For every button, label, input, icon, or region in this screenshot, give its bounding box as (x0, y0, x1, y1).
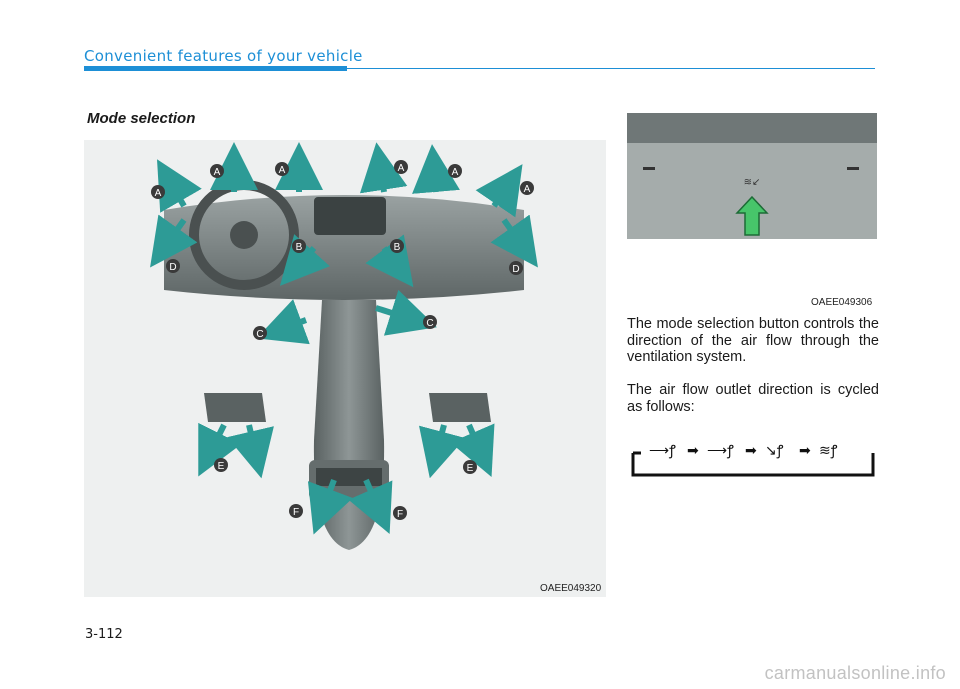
figure-code: OAEE049320 (540, 583, 602, 594)
svg-text:E: E (466, 463, 474, 474)
paragraph-2: The air flow outlet direction is cycled as follows: (627, 382, 879, 415)
svg-text:C: C (426, 318, 434, 329)
mode-button-illustration (627, 113, 877, 309)
watermark: carmanualsonline.info (764, 663, 946, 683)
figure-code-small: OAEE049306 (811, 297, 873, 308)
header-section-title: Convenient features of your vehicle (84, 47, 363, 65)
infotainment-screen (314, 197, 386, 235)
svg-text:A: A (451, 167, 459, 178)
paragraph-1: The mode selection button controls the direction of the air flow through the ventilation system. (627, 316, 879, 365)
svg-text:B: B (393, 242, 401, 253)
svg-text:D: D (512, 264, 520, 275)
header-rule (347, 68, 875, 69)
arrow-icon: ➡ (687, 442, 699, 458)
svg-text:A: A (523, 184, 531, 195)
svg-text:F: F (292, 507, 300, 518)
face-floor-mode-icon: ⟶ꝭ (707, 442, 734, 458)
svg-text:C: C (256, 329, 264, 340)
arrow-icon: ➡ (745, 442, 757, 458)
floor-defrost-mode-icon: ≋ꝭ (819, 442, 838, 458)
floor-vent-right (429, 393, 491, 422)
mode-icon: ≋↙ (743, 177, 761, 188)
svg-text:E: E (217, 461, 225, 472)
mode-cycle-svg (629, 433, 877, 479)
page-number: 3-112 (85, 627, 123, 642)
dashboard-airflow-illustration (84, 140, 606, 597)
mode-button-svg (627, 113, 877, 309)
svg-text:D: D (169, 262, 177, 273)
svg-text:A: A (154, 188, 162, 199)
svg-text:A: A (278, 165, 286, 176)
svg-text:F: F (396, 509, 404, 520)
mode-cycle-diagram (629, 433, 877, 479)
dashboard-illustration-svg (84, 140, 606, 597)
svg-text:A: A (213, 167, 221, 178)
mode-icons (649, 442, 838, 459)
section-title: Mode selection (87, 110, 196, 127)
svg-text:A: A (397, 163, 405, 174)
svg-text:B: B (295, 242, 303, 253)
arrow-icon: ➡ (799, 442, 811, 458)
floor-vent-left (204, 393, 266, 422)
face-mode-icon: ⟶ꝭ (649, 442, 676, 458)
floor-mode-icon: ↘ꝭ (765, 442, 784, 458)
header-accent-bar (84, 66, 347, 71)
